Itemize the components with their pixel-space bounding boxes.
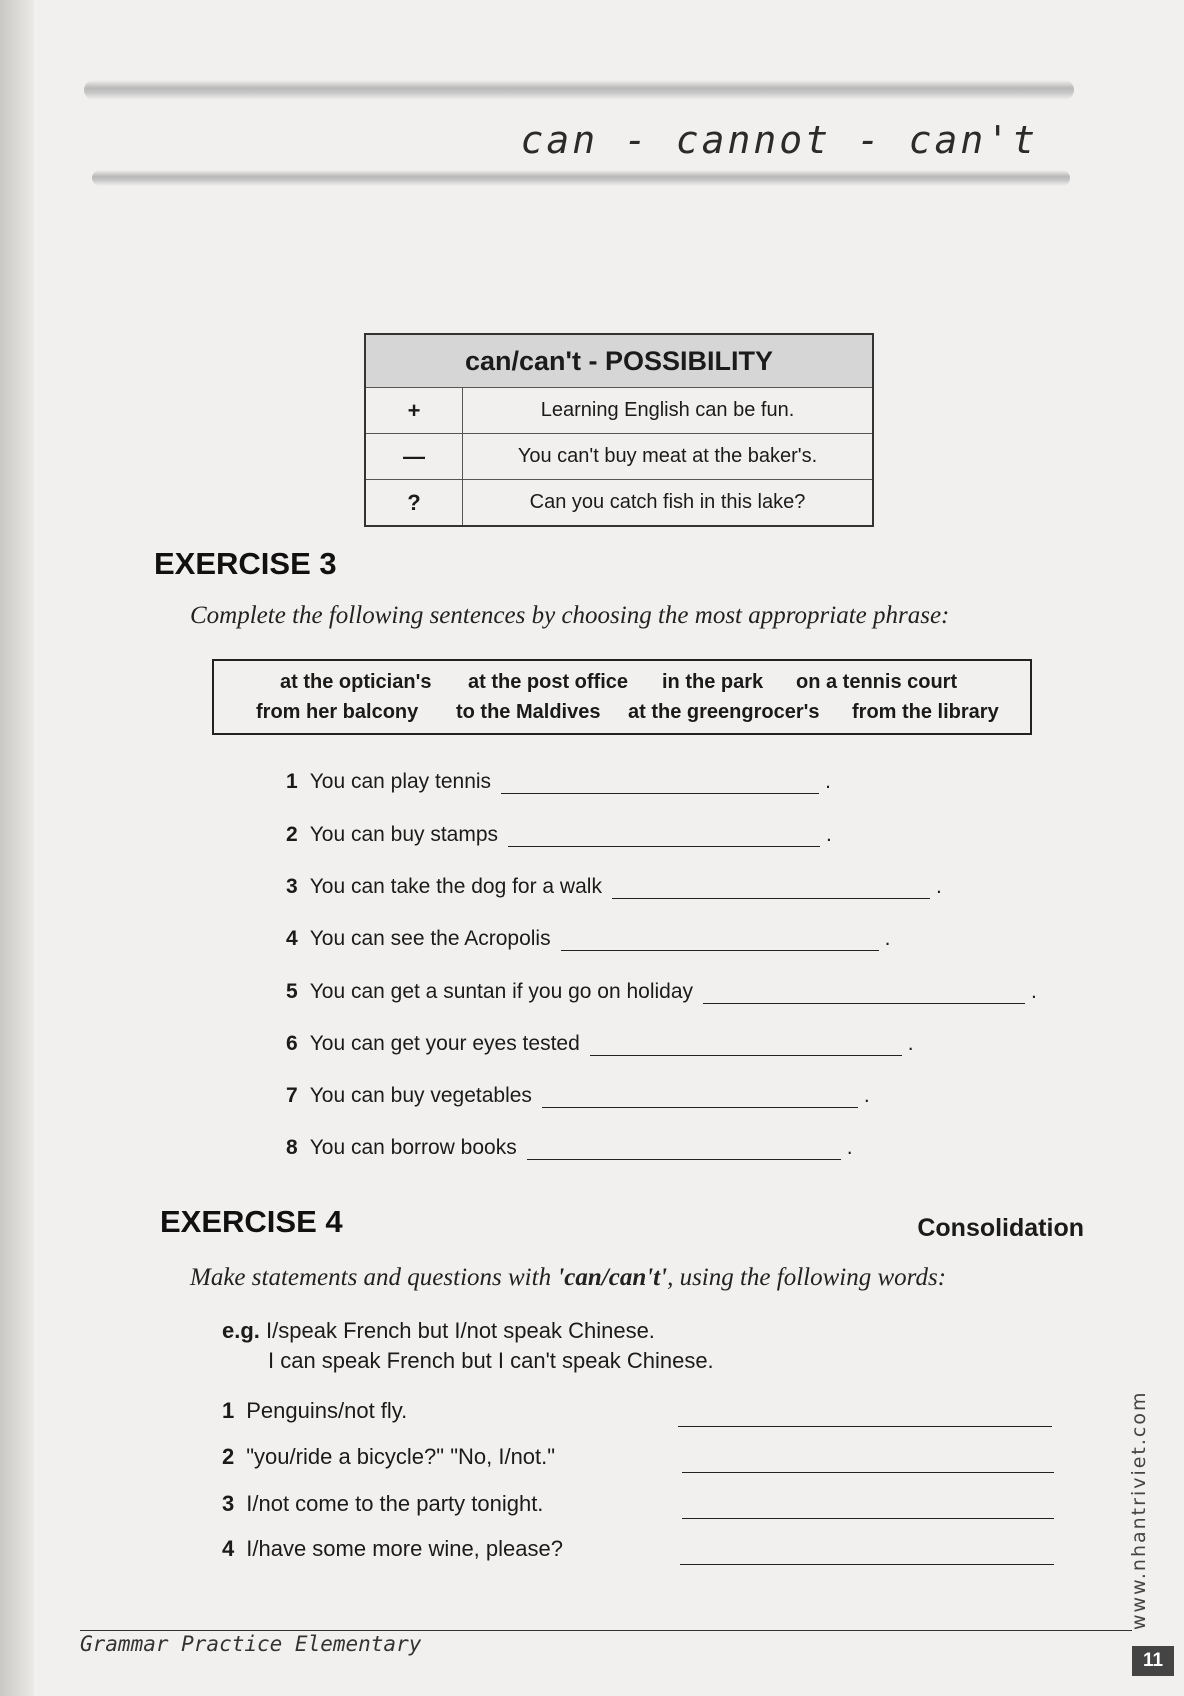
instruction-text: Make statements and questions with [190,1264,558,1291]
footer-rule [80,1630,1132,1631]
question-period: . [1031,980,1037,1003]
header-brush-stroke-bottom [92,170,1070,186]
answer-line[interactable] [682,1472,1054,1473]
exercise3-instruction: Complete the following sentences by choosing the most appropriate phrase: [190,602,950,629]
exercise3-question [286,823,832,847]
question-text: You can get a suntan if you go on holiday [309,980,694,1003]
item-text: I/have some more wine, please? [246,1536,563,1561]
question-period: . [935,875,942,898]
item-text: I/not come to the party tonight. [246,1491,544,1516]
grammar-table-title: can/can't - POSSIBILITY [365,334,873,388]
exercise3-question [286,770,831,794]
grammar-symbol-positive: + [365,388,463,434]
question-number: 3 [286,875,298,898]
phrase-item: in the park [662,671,764,693]
item-text: Penguins/not fly. [246,1398,408,1423]
answer-blank[interactable] [527,1141,841,1160]
answer-blank[interactable] [501,775,819,794]
exercise4-item [222,1444,555,1470]
answer-blank[interactable] [508,828,820,847]
instruction-emphasis: 'can/can't' [557,1264,668,1291]
question-number: 1 [286,770,298,793]
question-period: . [846,1136,853,1159]
phrase-item: to the Maldives [456,701,601,723]
question-text: You can buy stamps [309,823,499,846]
phrase-item: from the library [852,701,999,723]
page-title: can - cannot - can't [520,118,1038,162]
grammar-table-row [365,388,873,434]
example-prompt-line [222,1318,655,1344]
example-prompt: I/speak French but I/not speak Chinese. [266,1318,655,1343]
answer-blank[interactable] [542,1089,858,1108]
example-answer: I can speak French but I can't speak Chinese. [268,1348,714,1373]
exercise3-question [286,1084,870,1108]
question-text: You can borrow books [309,1136,517,1159]
question-number: 2 [286,823,298,846]
grammar-sentence: You can't buy meat at the baker's. [463,434,874,480]
grammar-symbol-negative: — [365,434,463,480]
question-text: You can buy vegetables [309,1084,532,1107]
phrase-item: from her balcony [256,701,419,723]
exercise4-item [222,1536,563,1562]
grammar-table-row [365,480,873,527]
answer-blank[interactable] [561,932,879,951]
page-number: 11 [1132,1646,1174,1676]
grammar-table-row [365,434,873,480]
question-period: . [884,927,891,950]
question-number: 5 [286,980,298,1003]
question-period: . [907,1032,914,1055]
phrase-box [212,659,1032,735]
question-text: You can play tennis [309,770,492,793]
grammar-sentence: Can you catch fish in this lake? [463,480,874,527]
exercise4-item [222,1491,543,1517]
phrase-item: at the greengrocer's [628,701,820,723]
answer-line[interactable] [678,1426,1052,1427]
exercise4-item [222,1398,407,1424]
instruction-text: , using the following words: [667,1264,947,1291]
question-number: 6 [286,1032,298,1055]
exercise3-question [286,980,1037,1004]
phrase-item: at the post office [468,671,629,693]
item-number: 2 [222,1444,235,1469]
question-text: You can get your eyes tested [309,1032,580,1055]
exercise4-heading: EXERCISE 4 [160,1204,343,1239]
exercise3-heading: EXERCISE 3 [154,546,337,581]
exercise3-question [286,1136,853,1160]
question-text: You can see the Acropolis [309,927,551,950]
grammar-symbol-question: ? [365,480,463,527]
watermark-url: www.nhantriviet.com [1128,1390,1150,1630]
exercise3-question [286,927,890,951]
grammar-table [364,333,874,527]
exercise4-subheading: Consolidation [917,1214,1084,1242]
header-brush-stroke-top [84,80,1074,100]
answer-blank[interactable] [612,880,930,899]
phrase-item: at the optician's [280,671,432,693]
answer-line[interactable] [682,1518,1054,1519]
phrase-item: on a tennis court [796,671,958,693]
question-number: 7 [286,1084,298,1107]
answer-blank[interactable] [703,985,1025,1004]
item-text: "you/ride a bicycle?" "No, I/not." [246,1444,556,1469]
question-period: . [825,770,831,793]
item-number: 1 [222,1398,235,1423]
answer-line[interactable] [680,1564,1054,1565]
grammar-sentence: Learning English can be fun. [463,388,874,434]
question-period: . [863,1084,870,1107]
question-number: 4 [286,927,298,950]
exercise4-instruction [190,1264,946,1292]
item-number: 3 [222,1491,235,1516]
exercise3-question [286,1032,914,1056]
question-number: 8 [286,1136,298,1159]
book-title: Grammar Practice Elementary [80,1632,422,1656]
exercise3-question [286,875,942,899]
question-text: You can take the dog for a walk [309,875,602,898]
item-number: 4 [222,1536,235,1561]
answer-blank[interactable] [590,1037,902,1056]
page-binding-shadow [0,0,34,1696]
example-label: e.g. [222,1318,260,1343]
question-period: . [826,823,832,846]
